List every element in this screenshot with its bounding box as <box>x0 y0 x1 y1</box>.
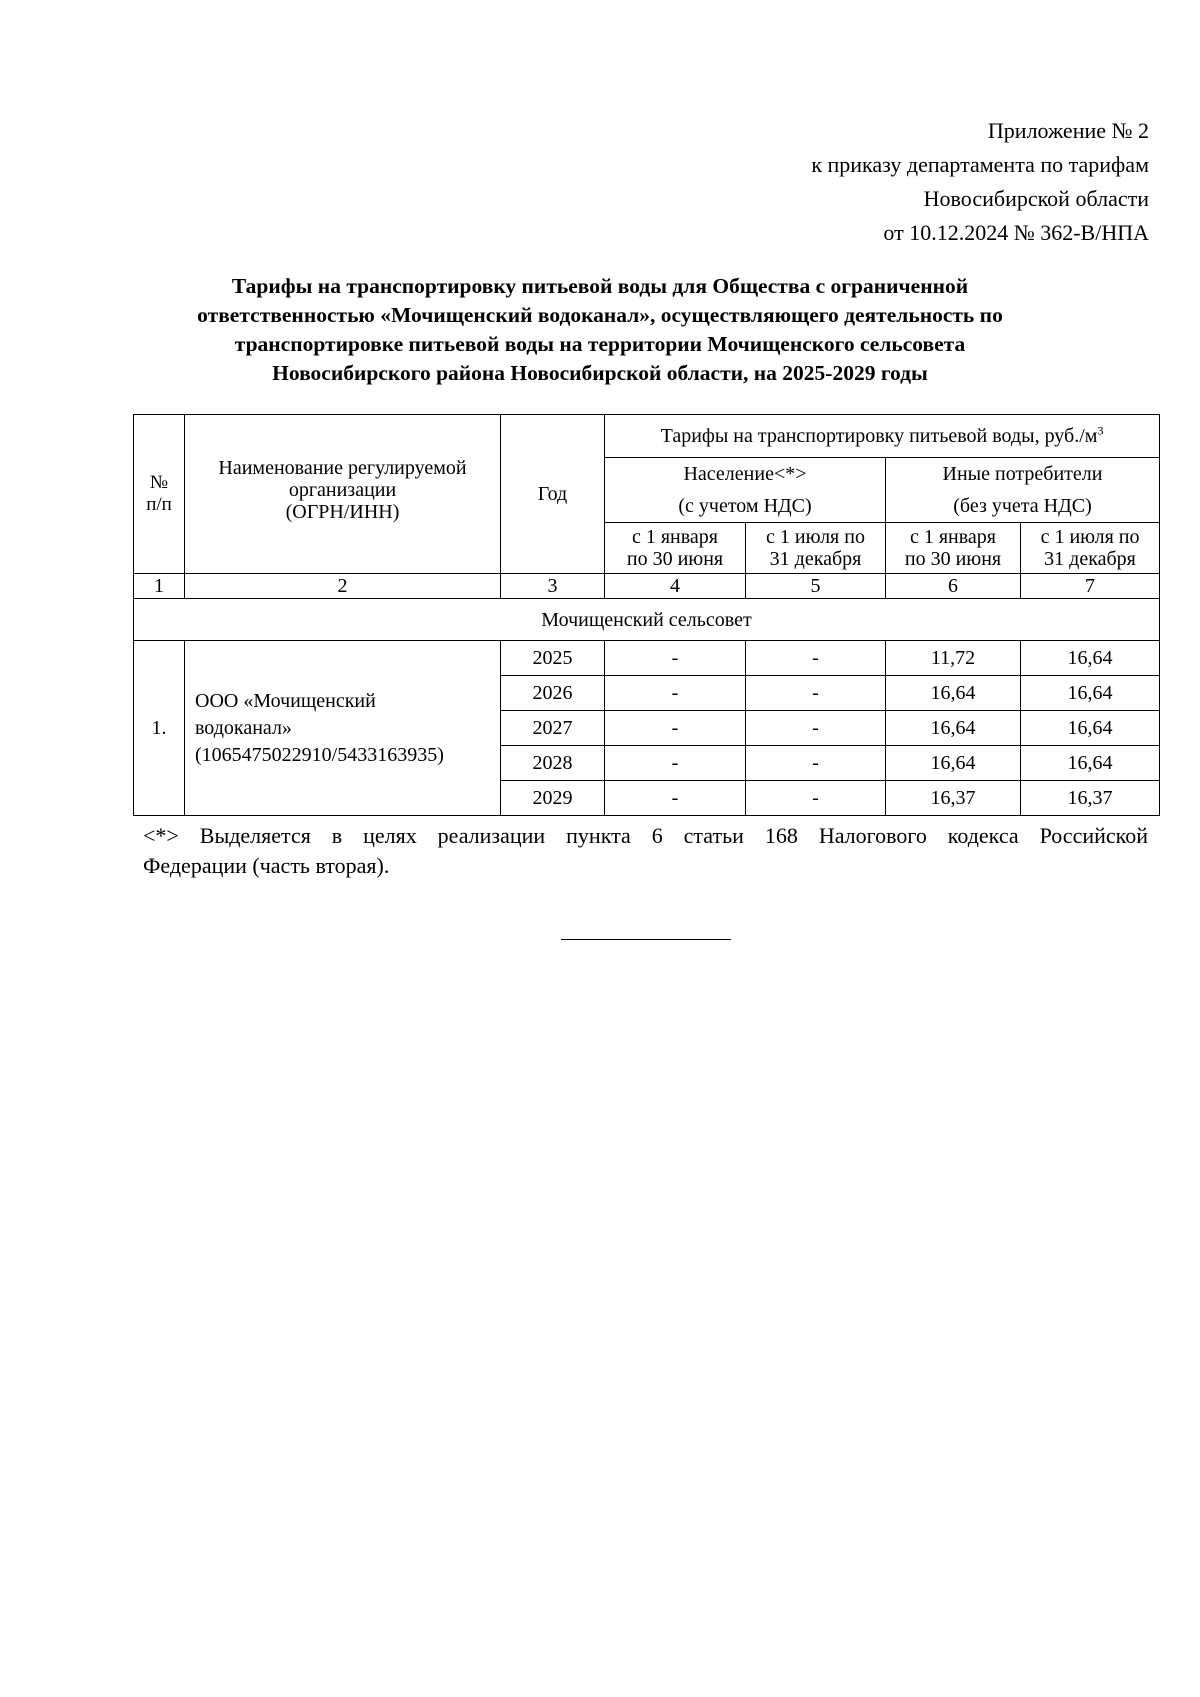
cell-population-h1: - <box>605 641 746 676</box>
cell-others-h2: 16,64 <box>1021 641 1160 676</box>
header-others-line: (без учета НДС) <box>953 495 1092 517</box>
cell-others-h2: 16,64 <box>1021 676 1160 711</box>
cell-population-h2: - <box>746 781 886 816</box>
footnote-line: Федерации (часть вторая). <box>143 853 390 878</box>
org-index: 1. <box>134 641 185 816</box>
period-line: с 1 января <box>631 526 719 548</box>
cell-year: 2027 <box>501 711 605 746</box>
header-year: Год <box>501 415 605 574</box>
header-org-line: Наименование регулируемой <box>218 457 467 479</box>
cell-others-h1: 16,64 <box>886 676 1021 711</box>
cell-others-h1: 16,37 <box>886 781 1021 816</box>
header-period-first-half <box>886 523 1021 574</box>
header-other-consumers <box>886 458 1160 523</box>
appendix-line: Новосибирской области <box>923 186 1149 211</box>
header-index-symbol: № <box>149 472 169 493</box>
cell-population-h1: - <box>605 711 746 746</box>
column-number: 6 <box>886 574 1021 599</box>
period-line: 31 декабря <box>769 548 862 570</box>
period-line: 31 декабря <box>1044 548 1136 570</box>
column-number: 4 <box>605 574 746 599</box>
cell-population-h2: - <box>746 641 886 676</box>
org-name-line: водоканал» <box>195 716 292 739</box>
org-name-line: ООО «Мочищенский <box>195 689 376 712</box>
header-index-abbr: п/п <box>146 494 172 515</box>
column-number: 5 <box>746 574 886 599</box>
title-line: ответственностью «Мочищенский водоканал», осуществляющего деятельность по <box>197 303 1003 327</box>
period-line: с 1 июля по <box>1040 526 1140 548</box>
tariffs-table <box>133 414 1160 816</box>
period-line: по 30 июня <box>626 548 724 570</box>
cell-population-h2: - <box>746 676 886 711</box>
column-numbers-row <box>134 574 1160 599</box>
header-period-second-half <box>746 523 886 574</box>
header-org-line: организации <box>288 479 397 501</box>
cell-population-h1: - <box>605 746 746 781</box>
tariffs-caption-superscript: 3 <box>1097 423 1104 438</box>
cell-population-h1: - <box>605 676 746 711</box>
cell-others-h1: 16,64 <box>886 711 1021 746</box>
cell-year: 2025 <box>501 641 605 676</box>
appendix-line: от 10.12.2024 № 362-В/НПА <box>883 220 1149 245</box>
cell-others-h2: 16,37 <box>1021 781 1160 816</box>
header-row-caption <box>134 415 1160 458</box>
section-row <box>134 599 1160 641</box>
header-population-line: (с учетом НДС) <box>678 495 812 517</box>
cell-population-h2: - <box>746 711 886 746</box>
period-line: с 1 июля по <box>766 526 865 548</box>
cell-others-h2: 16,64 <box>1021 711 1160 746</box>
title-line: транспортировке питьевой воды на территории Мочищенского сельсовета <box>234 332 966 356</box>
header-organization <box>185 415 501 574</box>
column-number: 7 <box>1021 574 1160 599</box>
footnote <box>143 821 1148 881</box>
title-line: Тарифы на транспортировку питьевой воды для Общества с ограниченной <box>231 274 969 298</box>
footnote-line: <*> Выделяется в целях реализации пункта 6 статьи 168 Налогового кодекса Российской <box>143 823 1148 848</box>
appendix-line: Приложение № 2 <box>987 118 1149 143</box>
column-number: 3 <box>501 574 605 599</box>
header-period-first-half <box>605 523 746 574</box>
column-number: 1 <box>134 574 185 599</box>
header-tariffs-caption <box>605 415 1160 458</box>
cell-others-h1: 16,64 <box>886 746 1021 781</box>
org-ids: (1065475022910/5433163935) <box>195 743 444 766</box>
cell-others-h1: 11,72 <box>886 641 1021 676</box>
tariffs-caption-text: Тарифы на транспортировку питьевой воды, руб./м <box>660 425 1098 447</box>
header-index <box>134 415 185 574</box>
period-line: с 1 января <box>909 526 997 548</box>
title-line: Новосибирского района Новосибирской области, на 2025-2029 годы <box>272 361 928 385</box>
section-title: Мочищенский сельсовет <box>134 599 1160 641</box>
cell-population-h2: - <box>746 746 886 781</box>
appendix-header <box>549 114 1149 250</box>
column-number: 2 <box>185 574 501 599</box>
org-name <box>185 641 501 816</box>
header-population-line: Население<*> <box>683 463 807 485</box>
header-org-line: (ОГРН/ИНН) <box>285 501 400 523</box>
cell-others-h2: 16,64 <box>1021 746 1160 781</box>
cell-year: 2026 <box>501 676 605 711</box>
cell-year: 2028 <box>501 746 605 781</box>
document-title <box>133 272 1067 388</box>
header-population <box>605 458 886 523</box>
period-line: по 30 июня <box>904 548 1002 570</box>
header-others-line: Иные потребители <box>942 463 1103 485</box>
cell-population-h1: - <box>605 781 746 816</box>
header-period-second-half <box>1021 523 1160 574</box>
appendix-line: к приказу департамента по тарифам <box>811 152 1149 177</box>
table-row <box>134 641 1160 676</box>
end-divider <box>561 939 731 940</box>
cell-year: 2029 <box>501 781 605 816</box>
